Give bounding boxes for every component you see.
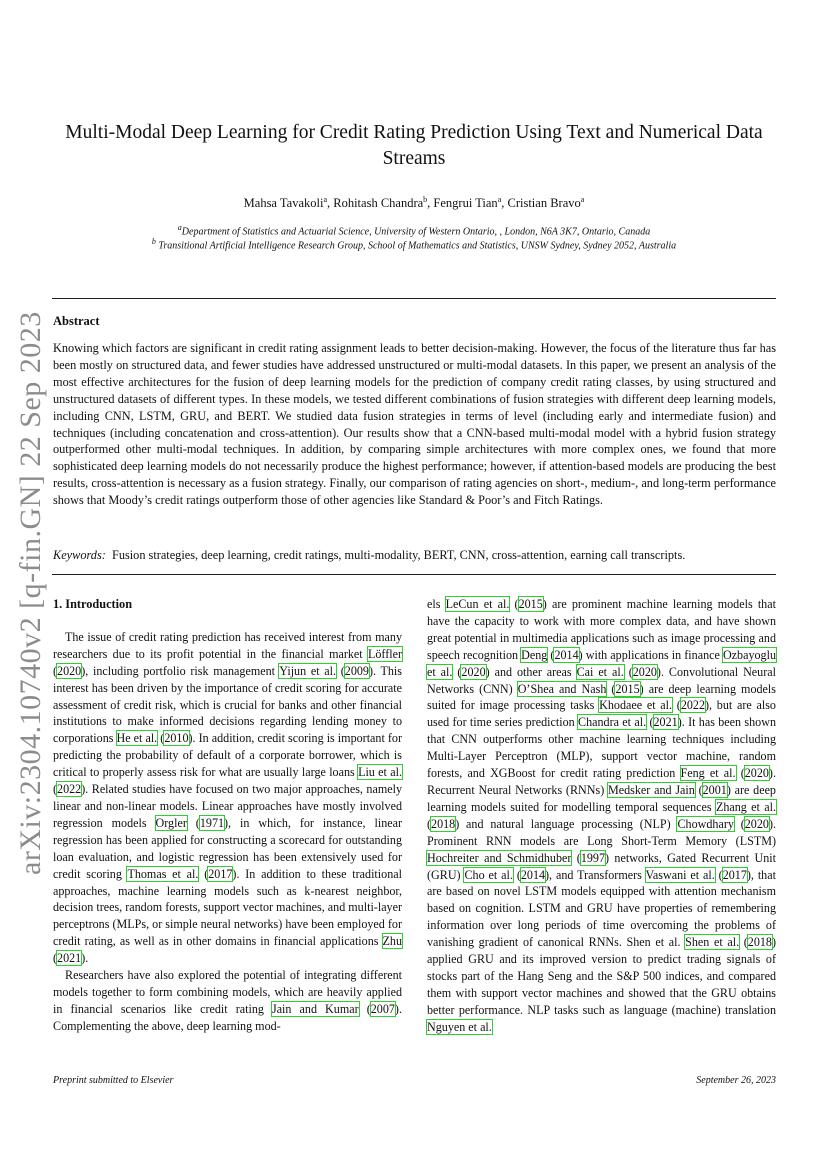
author-mark: a	[323, 195, 327, 204]
paragraph-text: ), but are also used for time series prediction	[427, 698, 776, 730]
paragraph-text: (	[735, 766, 745, 781]
keywords	[53, 548, 776, 563]
citation-link[interactable]: Thomas et al.	[127, 866, 199, 881]
paragraph-text: (	[672, 698, 681, 713]
paragraph-text: (	[733, 816, 745, 831]
paragraph-text: (	[358, 1001, 371, 1016]
right-column	[427, 596, 776, 1036]
citation-link[interactable]: 2001	[702, 782, 727, 797]
citation-link[interactable]: 2007	[370, 1001, 395, 1016]
body-paragraph	[53, 967, 402, 1035]
affiliation-text: Transitional Artificial Intelligence Research Group, School of Mathematics and Statistics, UNSW Sydney, Sydney 2052, Australia	[158, 240, 677, 252]
paragraph-text: (	[646, 715, 654, 730]
paragraph-text: ) are prominent machine learning models that have the capacity to work with more complex data, and have shown great potential in multimedia applications such as image processing and speech recognition	[427, 597, 776, 662]
citation-link[interactable]: 2018	[747, 935, 772, 950]
paragraph-text: ). Prominent RNN models are Long Short-Term Memory (LSTM)	[427, 816, 776, 848]
paragraph-text: ) with applications in finance	[578, 647, 723, 662]
paragraph-text: (	[623, 664, 633, 679]
citation-link[interactable]: Cai et al.	[576, 664, 624, 679]
arxiv-side-label: arXiv:2304.10740v2 [q-fin.GN] 22 Sep 2023	[14, 311, 47, 875]
citation-link[interactable]: O’Shea and Nash	[517, 681, 607, 696]
paragraph-text: (	[739, 935, 748, 950]
citation-link[interactable]: LeCun et al.	[445, 597, 510, 611]
paragraph-text: (	[452, 664, 462, 679]
citation-link[interactable]: 2017	[208, 866, 233, 881]
citation-link[interactable]: Chowdhary	[677, 816, 734, 831]
citation-link[interactable]: 2014	[554, 647, 579, 662]
citation-link[interactable]: Jain and Kumar	[271, 1001, 359, 1016]
affiliation	[0, 223, 828, 237]
paragraph-text: ) networks, Gated Recurrent Unit (GRU)	[427, 850, 776, 882]
paragraph-text: (	[53, 951, 58, 966]
citation-link[interactable]: 2020	[744, 816, 769, 831]
citation-link[interactable]: Khodaee et al.	[599, 698, 673, 713]
paragraph-text: ). This interest has been driven by the importance of credit scoring for accurate assessment of credit risk, which is crucial for banks and other financial institutions to make informed decisions regarding lending money to corporations	[53, 663, 402, 746]
paragraph-text: (	[427, 816, 432, 831]
paragraph-text: ). Recurrent Neural Networks (RNNs)	[427, 766, 776, 797]
paragraph-text: ), in which, for instance, linear regression has been applied for constructing a scorecard for outstanding loan evaluation, and logistic regression has been extensively used for credit scoring	[53, 815, 403, 881]
citation-link[interactable]: 2018	[431, 816, 456, 831]
footer-date: September 26, 2023	[696, 1075, 776, 1086]
paragraph-text: (	[547, 647, 555, 662]
paragraph-text: ), including portfolio risk management	[81, 663, 280, 678]
paragraph-text: ).	[81, 951, 89, 966]
citation-link[interactable]: Zhang et al.	[715, 799, 776, 814]
affiliation	[0, 237, 828, 251]
abstract-text: Knowing which factors are significant in credit rating assignment leads to better decision-making. However, the focus of the literature thus far has been mostly on structured data, and fewer studies have addressed unstructured or multi-modal datasets. In this paper, we present an analysis of the most effective architectures for the fusion of deep learning models for the prediction of company credit rating classes, by using structured and unstructured datasets of different types. In these models, we tested different combinations of fusion strategies with different deep learning models, including CNN, LSTM, GRU, and BERT. We studied data fusion strategies in terms of level (including early and intermediate fusion) and techniques (including concatenation and cross-attention). Our results show that a CNN-based multi-modal model with a hybrid fusion strategy outperformed other multi-modal techniques. In addition, by comparing simple architectures with more complex ones, we found that more sophisticated deep learning models do not necessarily produce the highest performance; however, if attention-based models are producing the best results, cross-attention is necessary as a fusion strategy. Finally, our comparison of rating agencies on short-, medium-, and long-term performance shows that Moody’s credit ratings outperform those of other agencies like Standard & Poor’s and Fitch Ratings.	[53, 341, 776, 508]
paragraph-text: (	[157, 731, 165, 746]
paragraph-text: els	[427, 597, 446, 611]
citation-link[interactable]: He et al.	[116, 731, 158, 746]
paragraph-text: (	[53, 663, 58, 678]
paragraph-text: (	[694, 782, 703, 797]
paragraph-text: ) applied GRU and its improved version to predict trading signals of stocks part of the Hang Seng and the S&P 500 indices, and compared them with support vector machines and showed that the GRU obtains better performance. NLP tasks such as language (machine) translation	[427, 935, 776, 1017]
paragraph-text: (	[512, 867, 521, 882]
paragraph-text: ) and natural language processing (NLP)	[455, 816, 678, 831]
affiliation-mark: b	[151, 237, 156, 246]
author-mark: a	[580, 195, 585, 204]
citation-link[interactable]: 2021	[653, 715, 678, 730]
paragraph-text: (	[571, 850, 581, 865]
author: Rohitash Chandra	[333, 196, 424, 211]
paragraph-text: (	[53, 782, 58, 797]
footer-preprint: Preprint submitted to Elsevier	[53, 1075, 174, 1086]
left-column	[53, 596, 402, 1035]
paragraph-text: ). Related studies have focused on two major approaches, namely linear and non-linear models. Linear approaches have mostly involved regression models	[53, 782, 402, 830]
paper-title: Multi-Modal Deep Learning for Credit Rating Prediction Using Text and Numerical Data Streams	[65, 122, 763, 169]
keywords-label: Keywords:	[53, 548, 106, 562]
citation-link[interactable]: Chandra et al.	[578, 715, 647, 730]
paragraph-text: ). Convolutional Neural Networks (CNN)	[427, 664, 776, 696]
citation-link[interactable]: 2015	[518, 597, 543, 611]
paragraph-text: ), that are based on novel LSTM models equipped with attention mechanism based on cognition. LSTM and GRU have properties of remembering information over long periods of time overcoming the problems of vanishing gradient of canonical RNNs. Shen et al.	[427, 867, 776, 950]
citation-link[interactable]: 2022	[57, 782, 82, 797]
citation-link[interactable]: Medsker and Jain	[608, 782, 695, 797]
citation-link[interactable]: Zhu	[382, 934, 402, 949]
citation-link[interactable]: 2021	[57, 951, 82, 966]
citation-link[interactable]: Cho et al.	[464, 867, 513, 882]
paragraph-text: Researchers have also explored the potential of integrating different models together to form combining models, which are heavily applied in financial scenarios like credit rating	[53, 968, 402, 1016]
citation-link[interactable]: 2022	[680, 698, 706, 713]
citation-link[interactable]: 2015	[615, 681, 640, 696]
citation-link[interactable]: Shen et al.	[685, 935, 740, 950]
body-paragraph	[427, 596, 776, 1036]
citation-link[interactable]: Yijun et al.	[279, 663, 337, 678]
paragraph-text: The issue of credit rating prediction has received interest from many researchers due to its profit potential in the financial market	[53, 629, 402, 661]
paragraph-text: ) are deep learning models suited for image processing tasks	[427, 681, 776, 713]
citation-link[interactable]: 2017	[722, 867, 747, 882]
paragraph-text: ). Complementing the above, deep learning mod-	[53, 1001, 402, 1033]
body-paragraph	[53, 629, 402, 967]
citation-link[interactable]: Ozbayoglu et al.	[427, 647, 777, 679]
citation-link[interactable]: 2020	[57, 663, 82, 678]
affiliation-text: Department of Statistics and Actuarial Science, University of Western Ontario, , London, N6A 3K7, Ontario, Canada	[181, 226, 651, 238]
paragraph-text: ) and other areas	[485, 664, 577, 679]
author-list: Mahsa Tavakoli$^a$, Rohitash Chandra$^b$, Fengrui Tian$^a$, Cristian Bravo$^a$	[243, 195, 585, 211]
author-mark: a	[497, 195, 502, 204]
author: Fengrui Tian	[433, 196, 498, 211]
paragraph-text: ). In addition, credit scoring is important for predicting the probability of default of a corporate borrower, which is critical to properly assess risk for what are usually large loans	[53, 731, 402, 780]
citation-link[interactable]: Orgler	[155, 815, 187, 830]
keywords-text: Fusion strategies, deep learning, credit ratings, multi-modality, BERT, CNN, cross-attention, earning call transcripts.	[111, 548, 686, 562]
paragraph-text: (	[186, 815, 200, 830]
citation-link[interactable]: 1997	[580, 850, 606, 865]
author: Cristian Bravo	[507, 196, 581, 211]
left-paragraphs	[53, 629, 402, 1035]
citation-link[interactable]: Nguyen et al.	[427, 1019, 492, 1034]
citation-link[interactable]: 2020	[461, 664, 486, 679]
paragraph-text: (	[509, 597, 519, 611]
paragraph-text: (	[198, 866, 209, 881]
citation-link[interactable]: 2009	[344, 663, 369, 678]
right-paragraphs	[427, 596, 776, 1036]
top-rule	[52, 298, 776, 299]
author: Mahsa Tavakoli	[243, 196, 324, 211]
citation-link[interactable]: 1971	[199, 815, 225, 830]
citation-link[interactable]: Liu et al.	[358, 765, 402, 780]
citation-link[interactable]: Hochreiter and Schmidhuber	[427, 850, 572, 865]
citation-link[interactable]: 2020	[632, 664, 657, 679]
citation-link[interactable]: Vaswani et al.	[645, 867, 715, 882]
abstract-heading: Abstract	[53, 314, 100, 328]
section-heading: 1. Introduction	[53, 597, 133, 611]
citation-link[interactable]: 2014	[520, 867, 546, 882]
citation-link[interactable]: 2020	[744, 766, 769, 781]
citation-link[interactable]: Deng	[521, 647, 548, 662]
author-mark: b	[423, 195, 428, 204]
paragraph-text: ), and Transformers	[545, 867, 646, 882]
citation-link[interactable]: Löffler	[367, 646, 402, 661]
paragraph-text: ). It has been shown that CNN outperforms other machine learning techniques including Multi-Layer Perceptron (MLP), support vector machine, random forests, and XGBoost for credit rating prediction	[427, 715, 776, 781]
paragraph-text: (	[714, 867, 723, 882]
affiliation-mark: a	[177, 223, 182, 232]
citation-link[interactable]: 2010	[164, 731, 189, 746]
paragraph-text: ) are deep learning models suited for modelling temporal sequences	[427, 782, 776, 814]
bottom-rule	[52, 574, 776, 575]
paragraph-text: ). In addition to these traditional approaches, machine learning models such as k-nearest neighbor, decision trees, random forests, support vector machines, and multi-layer perceptrons (MLPs, or simple neural networks) have been employed for credit rating, as well as in other domains in financial applications	[53, 866, 402, 949]
paragraph-text: (	[336, 663, 345, 678]
paragraph-text: (	[606, 681, 616, 696]
citation-link[interactable]: Feng et al.	[680, 766, 736, 781]
